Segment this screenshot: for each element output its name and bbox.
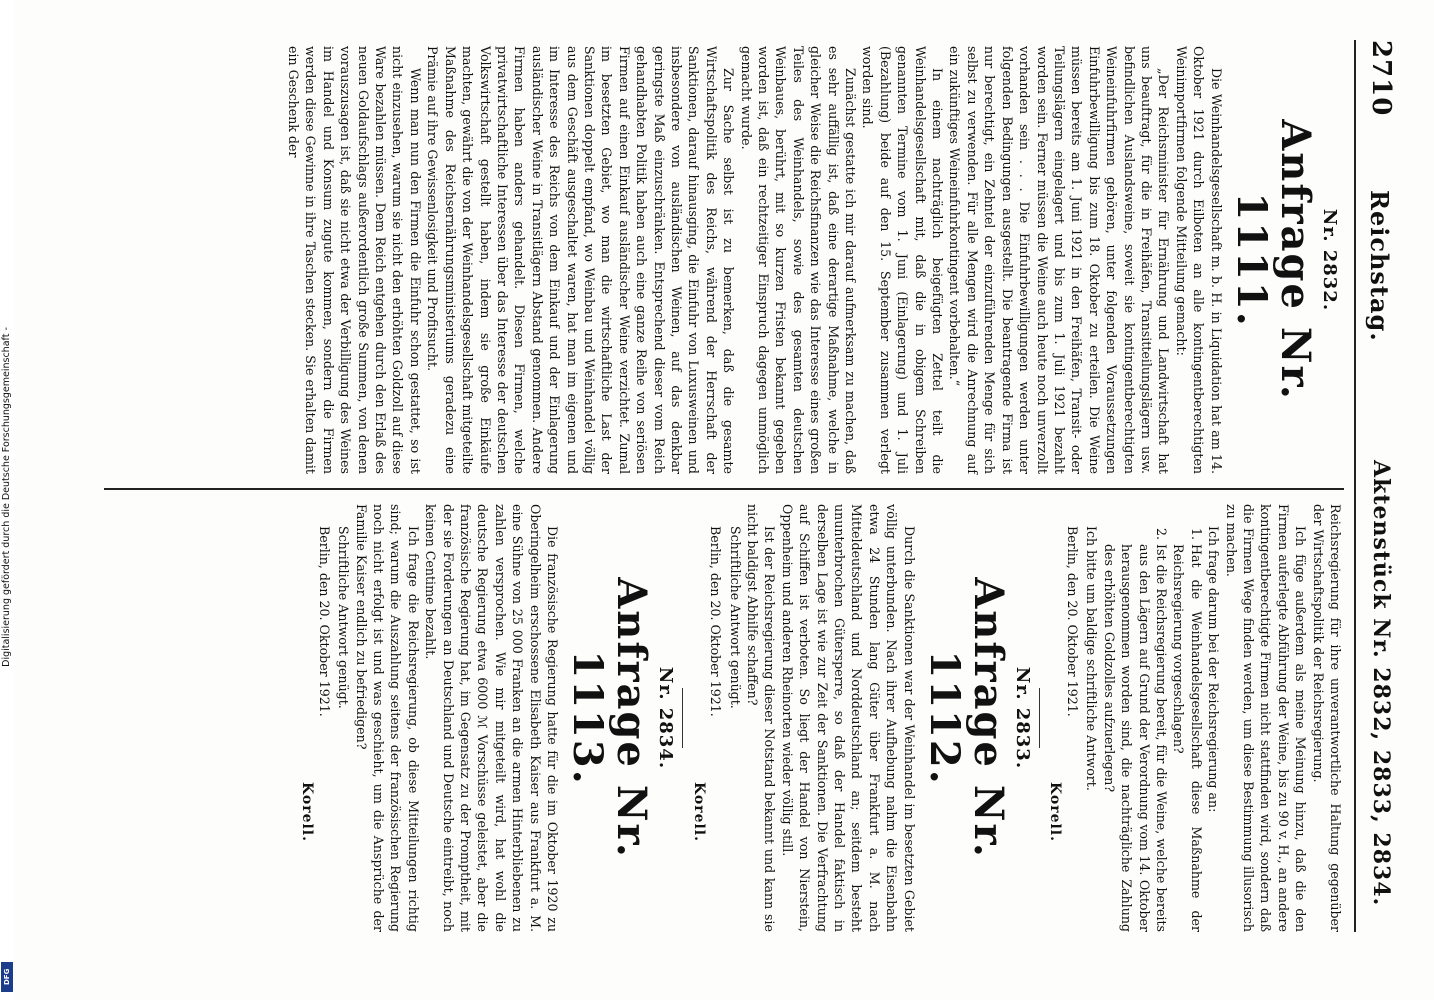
paragraph: Schriftliche Antwort genügt. — [727, 526, 743, 709]
signature: Korell. — [1047, 782, 1064, 842]
list-item: 2. Ist die Reichsregierung bereit, für die Weine, welche bereits aus den Lägern auf Grund der Verordnung vom 14. Oktober herausgenommen worden sind, die nachträgliche Zahlung des erhöhten Goldzolles aufzuerlegen? — [1100, 544, 1170, 932]
paragraph: Schriftliche Antwort genügt. — [336, 526, 352, 709]
signature: Korell. — [299, 782, 316, 842]
paragraph: Durch die Sanktionen war der Weinhandel im besetzten Gebiet völlig unterbunden. Nach ihrer Aufhebung nahm die Eisenbahn etwa 24 Stunden lang Güter über Frankfurt a. M. nach Mitteldeutschland und Norddeutschland an; seitdem besteht ununterbrochen Gütersperre, so daß der Handel faktisch in derselben Lage ist wie zur Zeit der Sanktionen. Die Verfrachtung auf Schiffen ist verboten. So liegt der Handel von Nierstein, Oppenheim und anderen Rheinorten wieder völlig still. — [779, 504, 917, 932]
document-number: Nr. 2834. — [655, 666, 677, 770]
document-number: Nr. 2833. — [1012, 666, 1034, 770]
date-line: Berlin, den 20. Oktober 1921. — [316, 526, 332, 717]
separator — [1039, 688, 1040, 748]
question-list — [1100, 504, 1204, 932]
dfg-logo: DFG — [1, 962, 13, 992]
paragraph: Zur Sache selbst ist zu bemerken, daß die gesamte Wirtschaftspolitik des Reichs, während der Herrschaft der Sanktionen, darauf hinausging, die Einfuhr von Luxusweinen und insbesondere von ausländischen Weinen, auf das denkbar geringste Maß einzuschränken. Entsprechend dieser vom Reich gehandhabten Politik haben auch eine ganze Reihe von seriösen Firmen auf einen Einkauf ausländischer Weine verzichtet. Zumal im besetzten Gebiet, wo man die wirtschaftliche Last der Sanktionen doppelt empfand, wo Weinbau und Weinhandel völlig aus dem Geschäft ausgeschaltet waren, hat man im eigenen und im Interesse des Reichs von dem Einkauf und der Einlagerung ausländischer Weine in Transitlägern Abstand genommen. Andere Firmen haben anders gehandelt. Diesen Firmen, welche privatwirtschaftliche Interessen über das Interesse der deutschen Volkswirtschaft gestellt haben, indem sie große Einkäufe machten, gewährt die von der Weinhandelsgesellschaft mitgeteilte Maßnahme des Reichsernährungsministeriums geradezu eine Prämie auf ihre Gewissenlosigkeit und Profitsucht. — [425, 46, 737, 474]
funding-notice: Digitalisierung gefördert durch die Deutsche Forschungsgemeinschaft - — [1, 327, 12, 667]
right-column — [294, 504, 1344, 932]
header-document-numbers: Aktenstück Nr. 2832, 2833, 2834. — [1368, 460, 1394, 907]
paragraph: Die Weinhandelsgesellschaft m. b. H. in Liquidation hat am 14. Oktober 1921 durch Eilboten an alle kontingentberechtigten Weinimportfirmen folgende Mitteilung gemacht: — [1173, 46, 1224, 474]
paragraph: Die französische Regierung hatte für die im Oktober 1920 zu Oberingelheim erschossene Elisabeth Kaiser aus Frankfurt a. M. eine Sühne von 25 000 Franken an die armen Hinterbliebenen zu zahlen versprochen. Wie mir mitgeteilt wird, hat wohl die deutsche Regierung etwa 6000 ℳ Vorschüsse geleistet, aber die französische Regierung hat, im Gegensatz zu der Promptheit, mit der sie Forderungen an Deutschland und Deutsche eintreibt, noch keinen Centime bezahlt. — [423, 504, 560, 932]
paragraph: Reichsregierung für ihre unverantwortliche Haltung gegenüber der Wirtschaftspolitik der Reichsregierung. — [1310, 504, 1343, 932]
anfrage-title: Anfrage Nr. 1111. — [1227, 119, 1319, 401]
paragraph: Ist der Reichsregierung dieser Notstand bekannt und kann sie nicht baldigst Abhilfe schaffen? — [745, 504, 778, 932]
date-line: Berlin, den 20. Oktober 1921. — [1064, 526, 1080, 717]
paragraph: Wenn man nun den Firmen die Einfuhr schon gestattet, so ist nicht einzusehen, warum sie nicht den erhöhten Goldzoll auf diese Ware bezahlen müssen. Dem Reich entgehen durch den Erlaß des neuen Goldaufschlags außerordentlich große Summen, von denen vorauszusagen ist, daß sie nicht etwa der Verbilligung des Weines im Handel und Konsum zugute kommen, sondern die Firmen werden diese Gewinne in ihre Taschen stecken. Sie erhalten damit ein Geschenk der — [286, 46, 423, 474]
paragraph: Ich frage darum bei der Reichsregierung an: — [1206, 526, 1222, 813]
paragraph: Ich frage die Reichsregierung, ob diese Mitteilungen richtig sind; warum die Auszahlung seitens der französischen Regierung noch nicht erfolgt ist und was geschieht, um die Ansprüche der Familie Kaiser endlich zu befriedigen? — [353, 504, 421, 932]
paragraph: Ich bitte um baldige schriftliche Antwort. — [1084, 526, 1100, 791]
column-divider — [104, 488, 1344, 490]
anfrage-title: Anfrage Nr. 1112. — [920, 577, 1012, 859]
header-title: Reichstag. — [1365, 190, 1394, 342]
paragraph: Zunächst gestatte ich mir darauf aufmerksam zu machen, daß es sehr auffällig ist, daß eine derartige Maßnahme, welche in gleicher Weise die Reichsfinanzen wie das Interesse eines großen Teiles des Weinhandels, sowie des gesamten deutschen Weinbaues, berührt, mit so kurzen Fristen bekannt gegeben worden ist, daß ein rechtzeitiger Einspruch dagegen unmöglich gemacht wurde. — [738, 46, 859, 474]
page-header — [1360, 40, 1396, 940]
signature: Korell. — [690, 782, 707, 842]
list-item: 1. Hat die Weinhandelsgesellschaft diese Maßnahme der Reichsregierung vorgeschlagen? — [1170, 544, 1205, 932]
anfrage-title: Anfrage Nr. 1113. — [564, 577, 655, 859]
digitization-sidebar — [0, 0, 14, 1000]
page-number: 2710 — [1366, 40, 1396, 117]
paragraph: In einem nachträglich beigefügten Zettel teilt die Weinhandelsgesellschaft mit, daß die in obigem Schreiben genannten Termine vom 1. Juni (Einlagerung) und 1. Juli (Bezahlung) beide auf den 15. September zusammen verlegt worden sind. — [860, 46, 946, 474]
paragraph: Ich füge außerdem als meine Meinung hinzu, daß die den Firmen auferlegte Abführung der Weine, bis zu 90 v. H., an andere kontingentberechtigte Firmen nicht stattfinden wird, sondern daß die Firmen Wege finden werden, um diese Bestimmung illusorisch zu machen. — [1223, 504, 1309, 932]
left-column — [285, 46, 1344, 474]
date-line: Berlin, den 20. Oktober 1921. — [708, 526, 724, 717]
document-number: Nr. 2832. — [1319, 208, 1340, 312]
separator — [682, 688, 683, 748]
header-rule — [1354, 40, 1356, 932]
quoted-paragraph: „Der Reichsminister für Ernährung und Landwirtschaft hat uns beauftragt, für die in Freihäfen, Transitteilungslägern usw. befindlichen Auslandsweine, soweit sie kontingentberechtigten Weineinfuhrfirmen gehören, unter folgenden Voraussetzungen Einfuhrbewilligung bis zum 18. Oktober zu erteilen. Die Weine müssen bereits am 1. Juni 1921 in den Freihäfen, Transit- oder Teilungslägern eingelagert und bis zum 1. Juli 1921 bezahlt worden sein. Ferner müssen die Weine auch heute noch unverzollt vorhanden sein . . . Die Einfuhrbewilligungen werden unter folgenden Bedingungen ausgestellt. Die beantragende Firma ist nur berechtigt, ein Zehntel der einzuführenden Menge für sich selbst zu verwenden. Für alle Mengen wird die Anrechnung auf ein zukünftiges Weineinfuhrkontingent vorbehalten.“ — [947, 46, 1172, 474]
